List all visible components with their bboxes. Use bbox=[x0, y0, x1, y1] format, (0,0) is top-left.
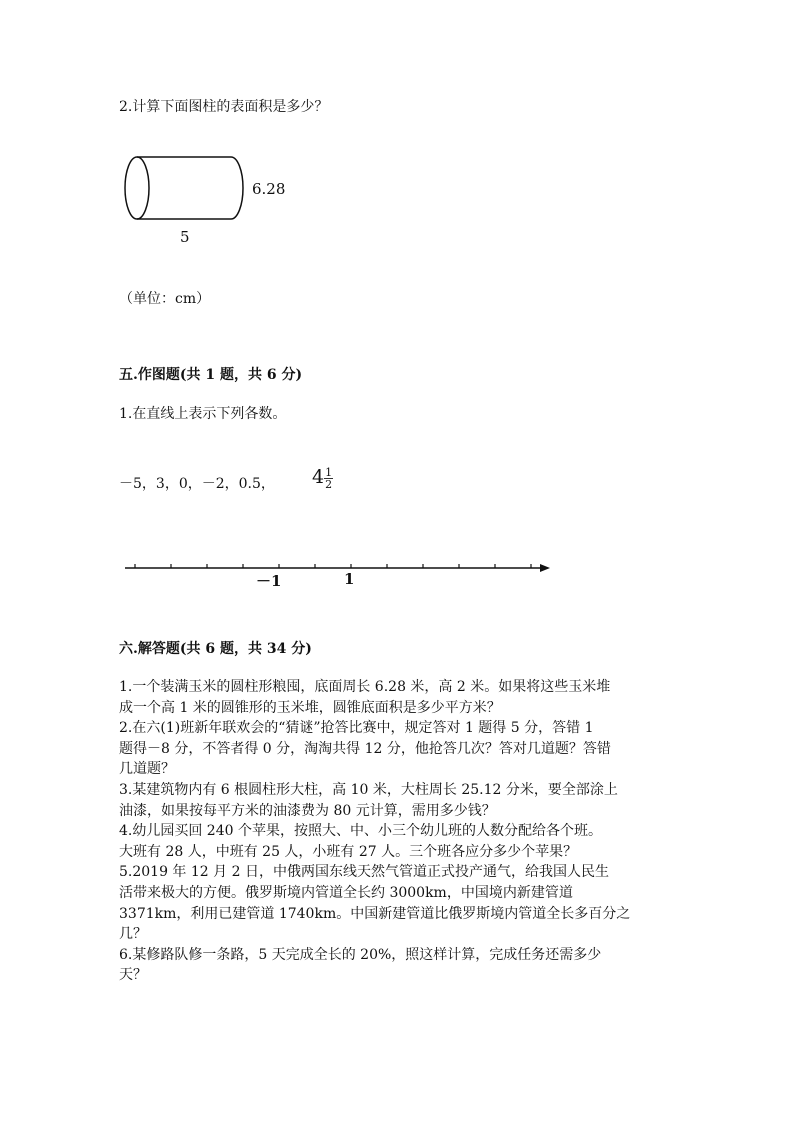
number-line-label-1: 1 bbox=[344, 570, 355, 588]
fraction-numerator: 1 bbox=[325, 465, 333, 479]
cylinder-side-label: 6.28 bbox=[252, 180, 286, 198]
numbers-list: －5，3，0，－2，0.5， bbox=[119, 476, 275, 492]
text-line: 活带来极大的方便。俄罗斯境内管道全长约 3000km，中国境内新建管道 bbox=[119, 884, 573, 901]
unit-note: （单位：cm） bbox=[119, 291, 211, 307]
text-line: 题得－8 分，不答者得 0 分，淘淘共得 12 分，他抢答几次？答对几道题？答错 bbox=[119, 740, 611, 757]
mixed-number-whole: 4 bbox=[312, 466, 325, 488]
text-line: 油漆，如果按每平方米的油漆费为 80 元计算，需用多少钱？ bbox=[119, 802, 496, 819]
section-6-heading: 六.解答题(共 6 题，共 34 分) bbox=[119, 641, 312, 657]
number-line bbox=[120, 558, 552, 578]
section-6-questions bbox=[119, 677, 679, 986]
mixed-number-fraction bbox=[324, 467, 333, 490]
section-5-question-1: 1.在直线上表示下列各数。 bbox=[119, 406, 287, 422]
section-5-heading: 五.作图题(共 1 题，共 6 分) bbox=[119, 367, 303, 383]
number-line-label-neg1: －1 bbox=[256, 572, 282, 590]
text-line: 3.某建筑物内有 6 根圆柱形大柱，高 10 米，大柱周长 25.12 分米，要全部涂上 bbox=[119, 781, 618, 798]
text-line: 2.在六(1)班新年联欢会的“猜谜”抢答比赛中，规定答对 1 题得 5 分，答错 1 bbox=[119, 720, 594, 737]
text-line: 几？ bbox=[119, 926, 147, 943]
question-2-title: 2.计算下面图柱的表面积是多少？ bbox=[119, 99, 329, 115]
text-line: 几道题？ bbox=[119, 761, 175, 778]
fraction-denominator: 2 bbox=[325, 477, 333, 491]
text-line: 成一个高 1 米的圆锥形的玉米堆，圆锥底面积是多少平方米？ bbox=[119, 699, 501, 716]
text-line: 1.一个装满玉米的圆柱形粮囤，底面周长 6.28 米，高 2 米。如果将这些玉米堆 bbox=[119, 679, 611, 695]
text-line: 6.某修路队修一条路，5 天完成全长的 20%，照这样计算，完成任务还需多少 bbox=[119, 946, 602, 963]
cylinder-bottom-label: 5 bbox=[180, 228, 190, 246]
text-line: 4.幼儿园买回 240 个苹果，按照大、中、小三个幼儿班的人数分配给各个班。 bbox=[119, 823, 602, 840]
mixed-number bbox=[312, 466, 333, 490]
text-line: 5.2019 年 12 月 2 日，中俄两国东线天然气管道正式投产通气，给我国人民生 bbox=[119, 864, 609, 881]
cylinder-figure bbox=[118, 150, 253, 228]
text-line: 大班有 28 人，中班有 25 人，小班有 27 人。三个班各应分多少个苹果？ bbox=[119, 843, 578, 860]
text-line: 3371km，利用已建管道 1740km。中国新建管道比俄罗斯境内管道全长多百分之 bbox=[119, 905, 631, 922]
text-line: 天？ bbox=[119, 967, 147, 984]
